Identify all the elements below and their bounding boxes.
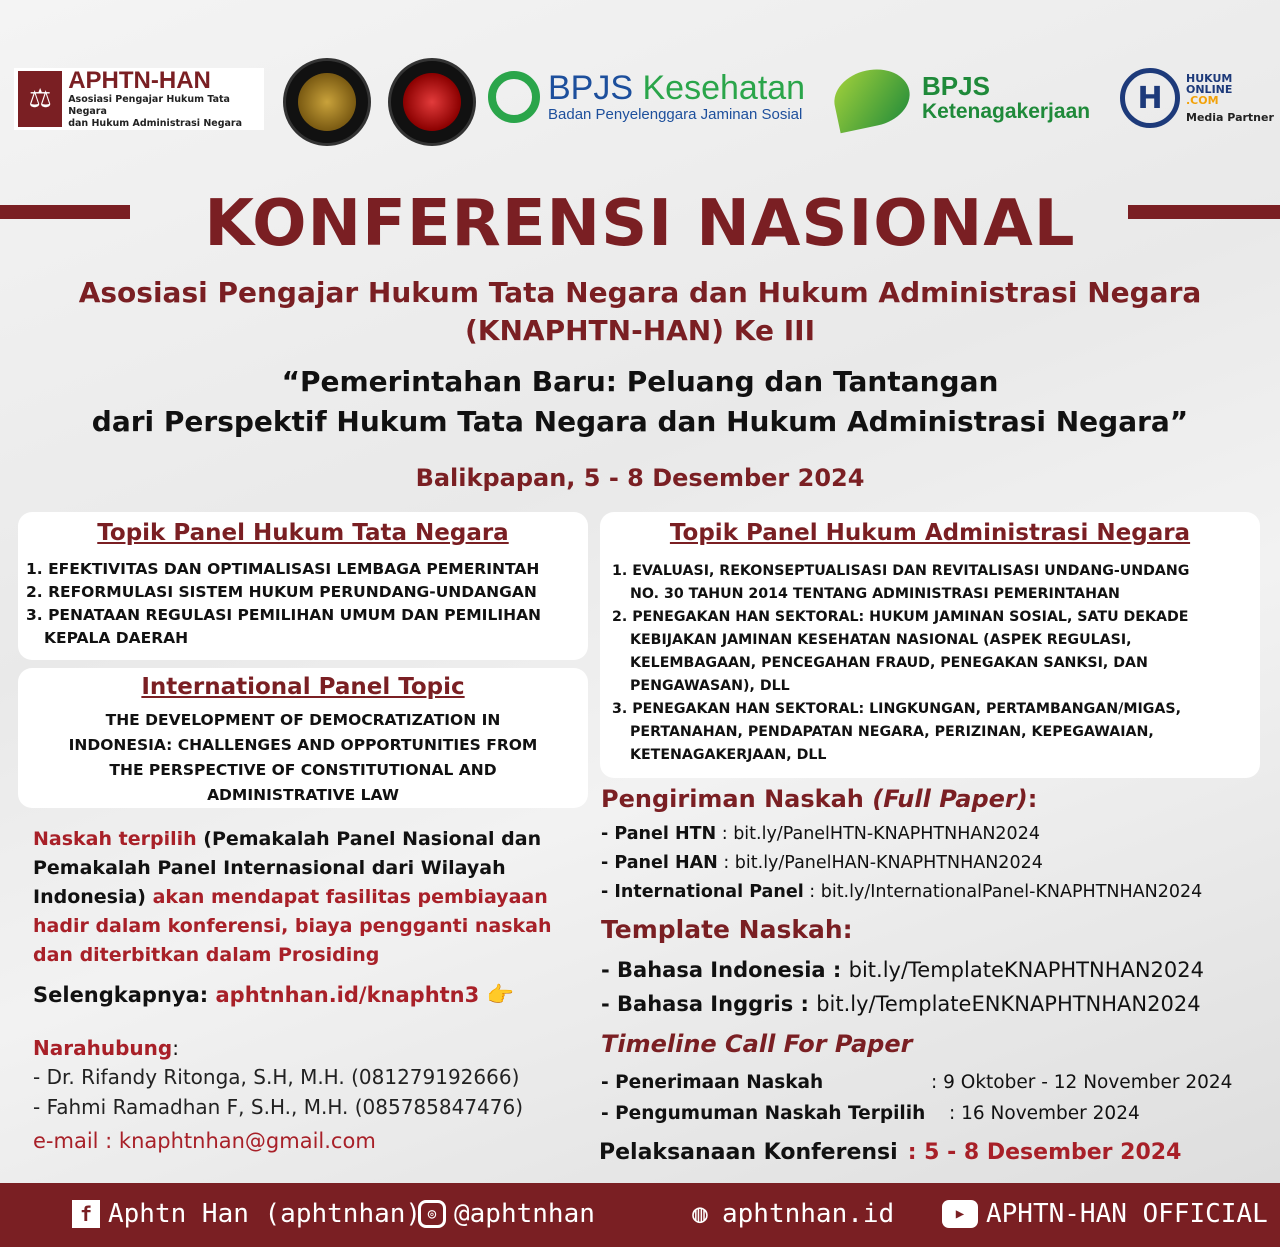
- han-card-title: Topik Panel Hukum Administrasi Negara: [669, 520, 1191, 546]
- intl-line-2: INDONESIA: CHALLENGES AND OPPORTUNITIES FROM: [68, 736, 538, 754]
- timeline-r2-label: - Pengumuman Naskah Terpilih: [601, 1103, 926, 1124]
- han-line-3: 2. PENEGAKAN HAN SEKTORAL: HUKUM JAMINAN SOSIAL, SATU DEKADE: [612, 609, 1189, 625]
- bpjs-kesehatan-mark-icon: [488, 71, 540, 123]
- submission-row-han-label: - Panel HAN: [601, 853, 718, 873]
- contact-label: Narahubung: [33, 1036, 173, 1060]
- timeline-list: [601, 1067, 1271, 1129]
- submission-row-intl-value: : bit.ly/InternationalPanel-KNAPHTNHAN2024: [803, 882, 1203, 902]
- htn-item-1: 1. EFEKTIVITAS DAN OPTIMALISASI LEMBAGA PEMERINTAH: [26, 560, 540, 578]
- htn-item-2: 2. REFORMULASI SISTEM HUKUM PERUNDANG-UNDANGAN: [26, 583, 537, 601]
- timeline-r1-value: : 9 Oktober - 12 November 2024: [931, 1072, 1233, 1093]
- theme-line-2: dari Perspektif Hukum Tata Negara dan Hukum Administrasi Negara”: [91, 405, 1189, 438]
- htn-topic-card: [18, 512, 588, 660]
- template-row-en-label: - Bahasa Inggris :: [601, 992, 817, 1016]
- submission-row-intl-label: - International Panel: [601, 882, 804, 902]
- subtitle-1: Asosiasi Pengajar Hukum Tata Negara dan Hukum Administrasi Negara: [78, 276, 1202, 309]
- timeline-title: Timeline Call For Paper: [601, 1030, 913, 1058]
- bpjs-ketenagakerjaan-logo: [834, 70, 1090, 126]
- submission-row-han-value: : bit.ly/PanelHAN-KNAPHTNHAN2024: [717, 853, 1043, 873]
- intl-card-title: International Panel Topic: [141, 674, 465, 700]
- submission-row-htn[interactable]: [601, 820, 1202, 849]
- hukum-3: .COM: [1186, 94, 1219, 107]
- bpjs-k-word1: BPJS: [548, 69, 634, 107]
- template-row-id[interactable]: [601, 953, 1204, 987]
- han-line-6: PENGAWASAN), DLL: [630, 678, 790, 694]
- han-line-1: 1. EVALUASI, REKONSEPTUALISASI DAN REVITALISASI UNDANG-UNDANG: [612, 563, 1190, 579]
- conference-execution: [599, 1140, 1181, 1165]
- footer-bar: [0, 1183, 1280, 1247]
- submission-row-htn-value: : bit.ly/PanelHTN-KNAPHTNHAN2024: [716, 824, 1040, 844]
- bpjs-k-word2: Kesehatan: [642, 69, 806, 107]
- globe-icon: ◍: [692, 1199, 708, 1229]
- submission-title-c: :: [1027, 785, 1038, 813]
- naskah-l2: Pemakalah Panel Internasional dari Wilayah: [33, 857, 506, 879]
- hukumonline-h-icon: H: [1120, 68, 1180, 128]
- youtube-icon: ▶: [942, 1200, 978, 1228]
- template-row-id-value: bit.ly/TemplateKNAPHTNHAN2024: [848, 958, 1205, 982]
- han-line-7: 3. PENEGAKAN HAN SEKTORAL: LINGKUNGAN, PERTAMBANGAN/MIGAS,: [612, 701, 1181, 717]
- footer-facebook-text: Aphtn Han (aphtnhan): [108, 1199, 422, 1229]
- aphtn-logo-sub2: dan Hukum Administrasi Negara: [68, 118, 243, 129]
- timeline-r2-value: : 16 November 2024: [949, 1103, 1140, 1124]
- submission-list: [601, 820, 1202, 907]
- naskah-l1b: (Pemakalah Panel Nasional dan: [196, 828, 542, 850]
- submission-title-b: (Full Paper): [872, 785, 1028, 813]
- submission-title: [601, 785, 1037, 813]
- han-line-9: KETENAGAKERJAAN, DLL: [630, 747, 827, 763]
- international-topic-card: [18, 668, 588, 808]
- exec-value: : 5 - 8 Desember 2024: [907, 1140, 1182, 1165]
- footer-facebook[interactable]: [72, 1199, 421, 1229]
- timeline-r1-label: - Penerimaan Naskah: [601, 1072, 824, 1093]
- contact-block: [33, 1036, 523, 1158]
- naskah-l4: hadir dalam konferensi, biaya pengganti naskah: [33, 915, 552, 937]
- intl-line-3: THE PERSPECTIVE OF CONSTITUTIONAL AND: [109, 761, 497, 779]
- bpjs-kesehatan-logo: [488, 70, 805, 123]
- hukum-1: HUKUM: [1186, 72, 1233, 85]
- naskah-l3b: akan mendapat fasilitas pembiayaan: [146, 886, 548, 908]
- exec-label: Pelaksanaan Konferensi: [599, 1140, 898, 1165]
- hukum-media-partner: Media Partner: [1186, 111, 1274, 124]
- contact-colon: :: [172, 1036, 179, 1060]
- template-row-id-label: - Bahasa Indonesia :: [601, 958, 849, 982]
- hukum-2: ONLINE: [1186, 83, 1233, 96]
- template-list: [601, 953, 1204, 1021]
- pointing-hand-icon: 👉: [486, 983, 514, 1008]
- submission-row-intl[interactable]: [601, 878, 1202, 907]
- han-line-2: NO. 30 TAHUN 2014 TENTANG ADMINISTRASI PEMERINTAHAN: [630, 586, 1120, 602]
- more-info: [33, 983, 514, 1008]
- submission-row-htn-label: - Panel HTN: [601, 824, 717, 844]
- naskah-l5: dan diterbitkan dalam Prosiding: [33, 944, 380, 966]
- more-link[interactable]: aphtnhan.id/knaphtn3: [215, 983, 480, 1007]
- bpjs-tk-leaf-icon: [829, 63, 915, 134]
- template-row-en[interactable]: [601, 987, 1204, 1021]
- place-date: Balikpapan, 5 - 8 Desember 2024: [415, 464, 865, 492]
- submission-row-han[interactable]: [601, 849, 1202, 878]
- aphtn-logo-sub1: Asosiasi Pengajar Hukum Tata Negara: [68, 94, 230, 117]
- contact-person-1: - Dr. Rifandy Ritonga, S.H, M.H. (081279192666): [33, 1065, 520, 1089]
- bpjs-tk-1: BPJS: [922, 71, 990, 101]
- aphtn-han-logo: [14, 68, 264, 130]
- garuda-icon: [298, 73, 356, 131]
- footer-instagram[interactable]: [418, 1199, 595, 1229]
- mahkamah-konstitusi-logo: [283, 58, 371, 146]
- bpjs-k-sub: Badan Penyelenggara Jaminan Sosial: [548, 106, 803, 123]
- naskah-l1a: Naskah terpilih: [33, 828, 197, 850]
- submission-title-a: Pengiriman Naskah: [601, 785, 873, 813]
- page-title: KONFERENSI NASIONAL: [204, 187, 1076, 261]
- footer-youtube[interactable]: [942, 1199, 1268, 1229]
- han-line-5: KELEMBAGAAN, PENCEGAHAN FRAUD, PENEGAKAN SANKSI, DAN: [630, 655, 1148, 671]
- theme-line-1: “Pemerintahan Baru: Peluang dan Tantangan: [281, 365, 999, 398]
- bpjs-tk-2: Ketenagakerjaan: [922, 100, 1091, 123]
- instagram-icon: ◎: [418, 1200, 446, 1228]
- template-row-en-value: bit.ly/TemplateENKNAPHTNHAN2024: [816, 992, 1201, 1016]
- footer-web[interactable]: [686, 1199, 894, 1229]
- han-topic-card: [600, 512, 1260, 778]
- htn-card-title: Topik Panel Hukum Tata Negara: [97, 520, 509, 546]
- han-line-4: KEBIJAKAN JAMINAN KESEHATAN NASIONAL (ASPEK REGULASI,: [630, 632, 1132, 648]
- footer-youtube-text: APHTN-HAN OFFICIAL: [986, 1199, 1268, 1229]
- footer-instagram-text: @aphtnhan: [454, 1199, 595, 1229]
- footer-web-text: aphtnhan.id: [722, 1199, 895, 1229]
- kpu-logo: [388, 58, 476, 146]
- facebook-icon: f: [72, 1200, 100, 1228]
- template-title: Template Naskah:: [601, 915, 853, 944]
- garuda-kpu-icon: [403, 73, 461, 131]
- subtitle-2: (KNAPHTN-HAN) Ke III: [465, 314, 815, 347]
- scales-icon: ⚖: [18, 71, 62, 127]
- contact-person-2: - Fahmi Ramadhan F, S.H., M.H. (085785847476): [33, 1095, 524, 1119]
- han-line-8: PERTANAHAN, PENDAPATAN NEGARA, PERIZINAN, KEPEGAWAIAN,: [630, 724, 1154, 740]
- naskah-l3a: Indonesia): [33, 886, 146, 908]
- aphtn-logo-title: APHTN-HAN: [68, 67, 211, 94]
- htn-item-3-cont: KEPALA DAERAH: [44, 629, 189, 647]
- more-label: Selengkapnya:: [33, 983, 216, 1007]
- contact-email[interactable]: e-mail : knaphtnhan@gmail.com: [33, 1129, 376, 1153]
- intl-line-1: THE DEVELOPMENT OF DEMOCRATIZATION IN: [105, 711, 501, 729]
- intl-line-4: ADMINISTRATIVE LAW: [207, 786, 399, 804]
- htn-item-3: 3. PENATAAN REGULASI PEMILIHAN UMUM DAN PEMILIHAN: [26, 606, 542, 624]
- hukumonline-logo: [1120, 68, 1274, 128]
- selected-paper-note: [33, 825, 593, 970]
